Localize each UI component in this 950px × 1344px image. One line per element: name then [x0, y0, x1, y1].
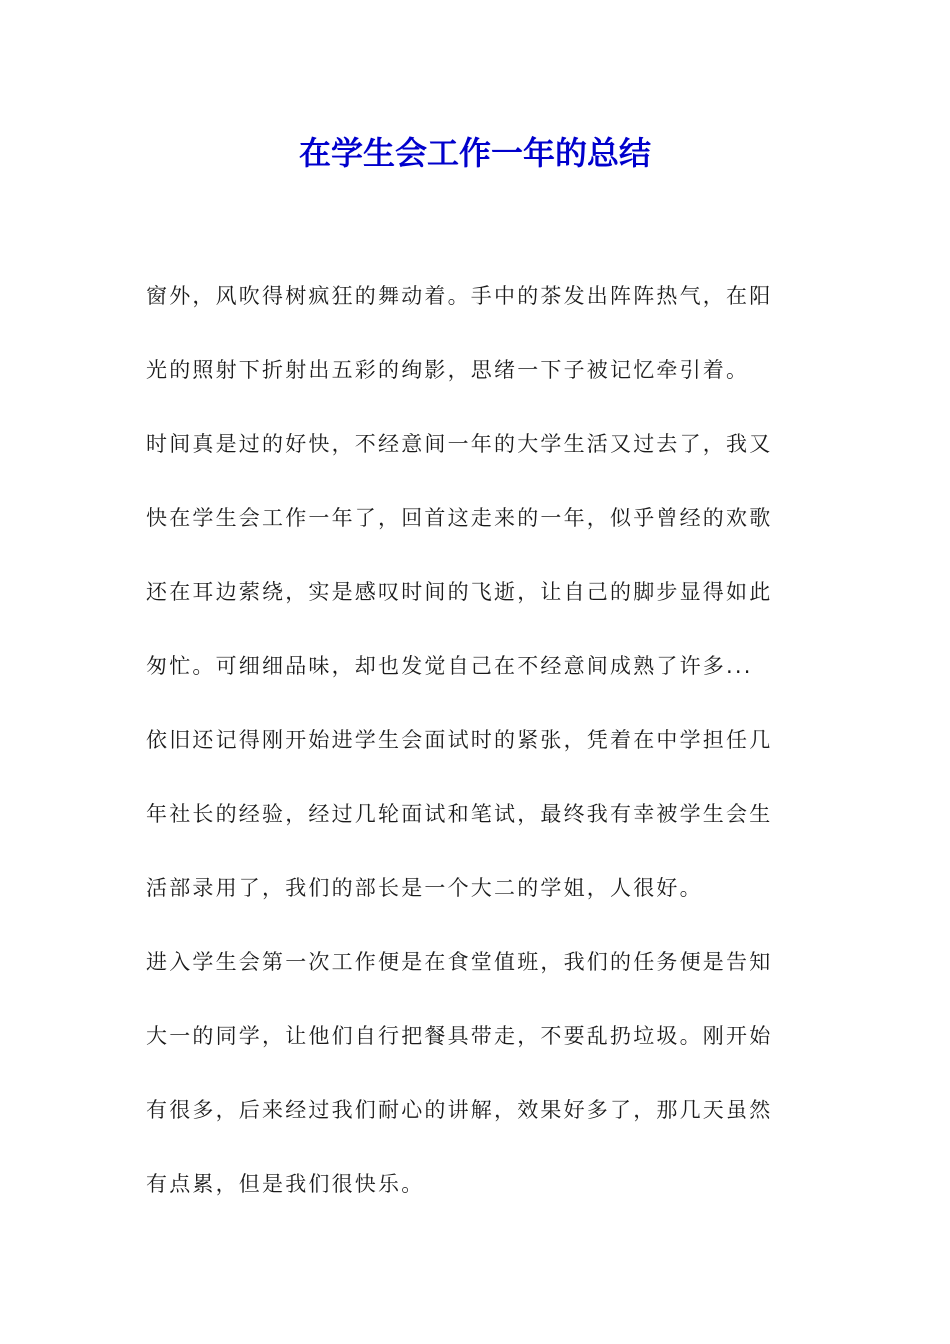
text-line: 还在耳边萦绕，实是感叹时间的飞逝，让自己的脚步显得如此 — [146, 580, 773, 604]
text-line: 快在学生会工作一年了，回首这走来的一年，似乎曾经的欢歌 — [146, 506, 773, 530]
text-line: 有很多，后来经过我们耐心的讲解，效果好多了，那几天虽然 — [146, 1098, 773, 1122]
paragraph-4 — [146, 925, 810, 1221]
text-line: 有点累，但是我们很快乐。 — [146, 1172, 425, 1196]
text-line: 依旧还记得刚开始进学生会面试时的紧张，凭着在中学担任几 — [146, 728, 773, 752]
text-line: 时间真是过的好快，不经意间一年的大学生活又过去了，我又 — [146, 432, 773, 456]
paragraph-1 — [146, 259, 810, 407]
document-body — [146, 259, 810, 1221]
text-line: 窗外，风吹得树疯狂的舞动着。手中的茶发出阵阵热气，在阳 — [146, 284, 773, 308]
document-title: 在学生会工作一年的总结 — [298, 134, 651, 172]
text-line: 年社长的经验，经过几轮面试和笔试，最终我有幸被学生会生 — [146, 802, 773, 826]
text-line: 活部录用了，我们的部长是一个大二的学姐，人很好。 — [146, 876, 703, 900]
paragraph-3 — [146, 703, 810, 925]
text-line: 进入学生会第一次工作便是在食堂值班，我们的任务便是告知 — [146, 950, 773, 974]
text-line: 匆忙。可细细品味，却也发觉自己在不经意间成熟了许多... — [146, 654, 753, 678]
text-line: 大一的同学，让他们自行把餐具带走，不要乱扔垃圾。刚开始 — [146, 1024, 773, 1048]
paragraph-2 — [146, 407, 810, 703]
text-line: 光的照射下折射出五彩的绚影，思绪一下子被记忆牵引着。 — [146, 358, 750, 382]
